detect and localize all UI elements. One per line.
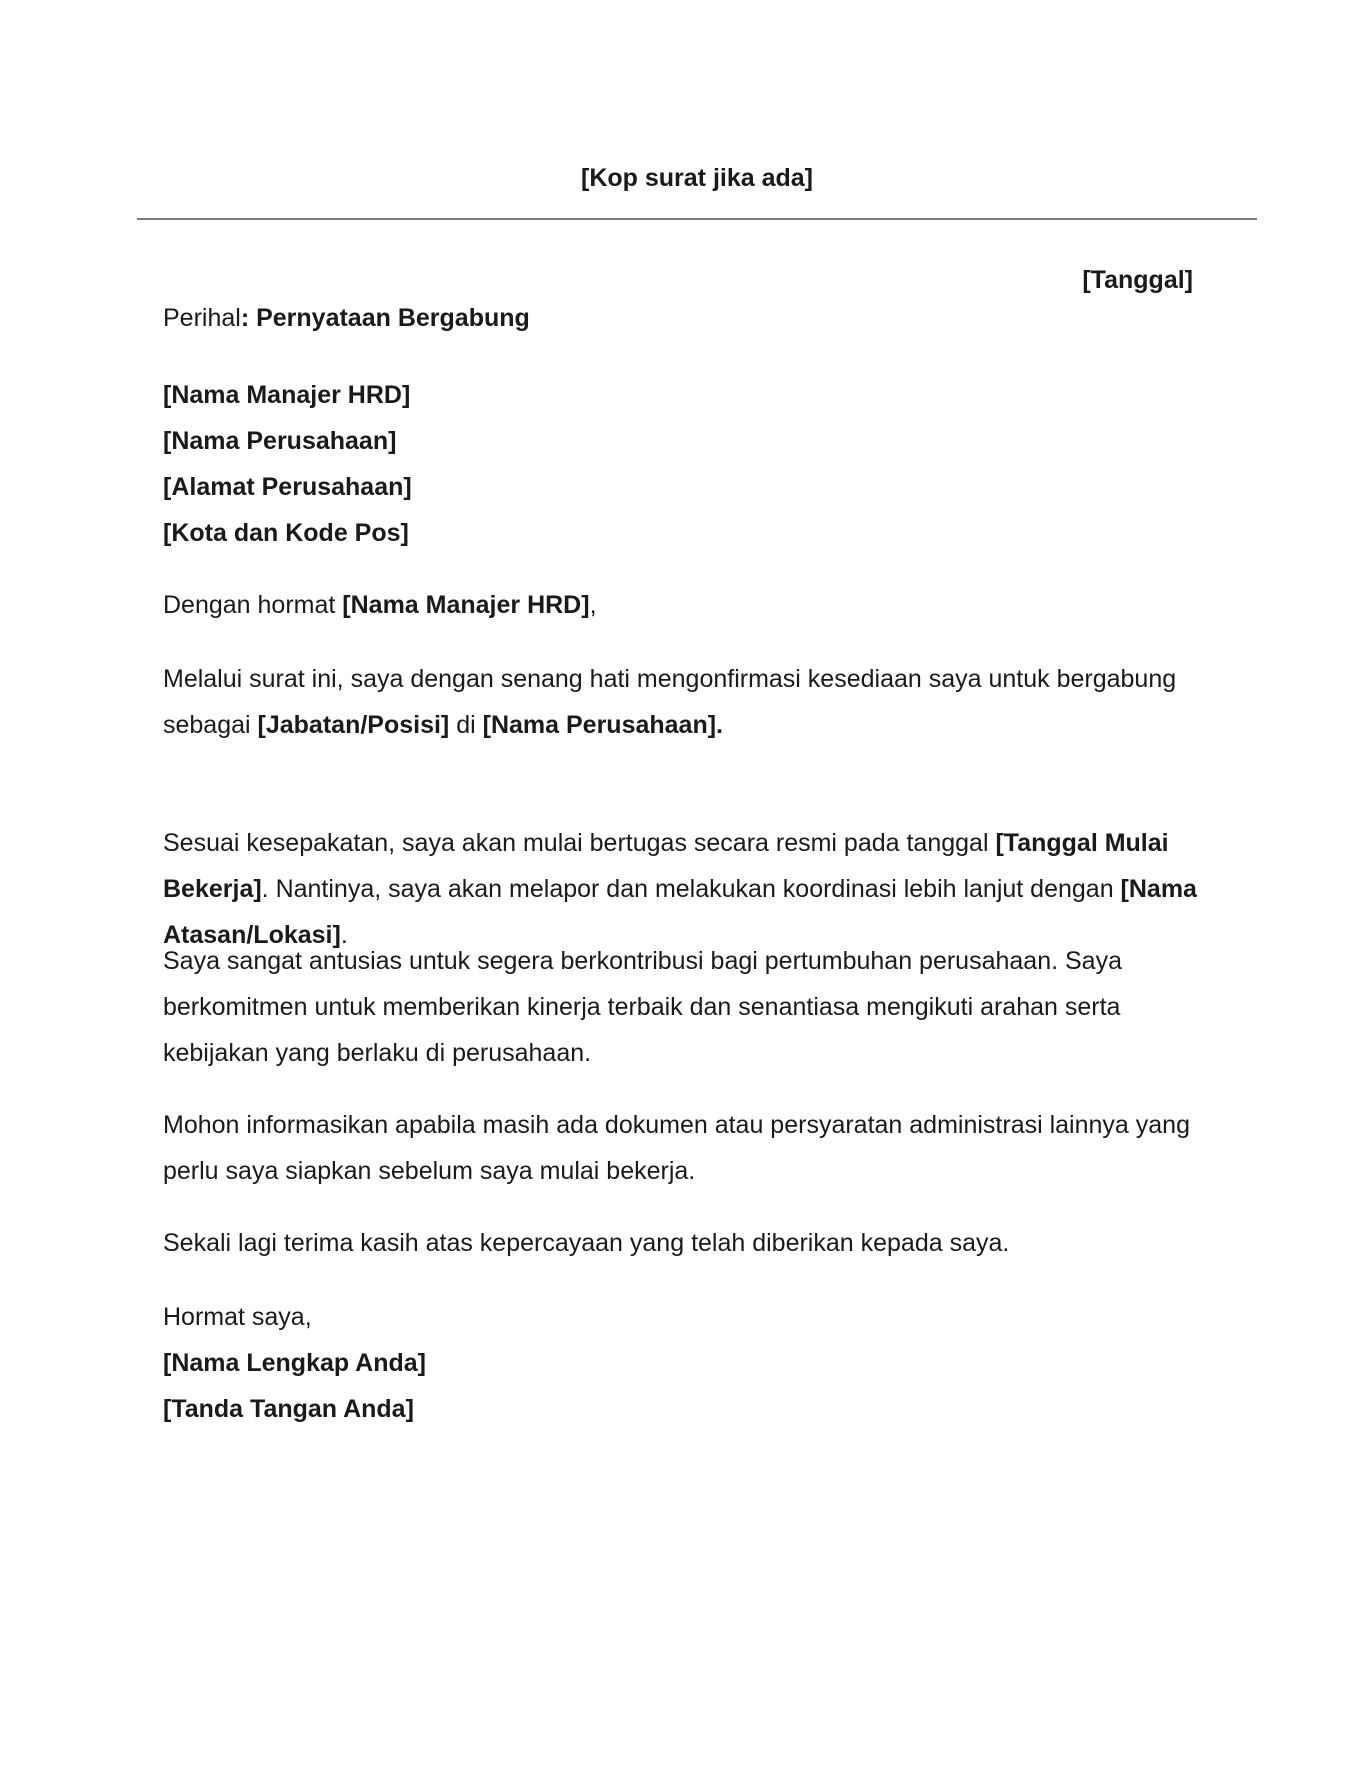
start-date-placeholder: [Tanggal Mulai Bekerja] — [163, 829, 1169, 903]
closing-salutation: Hormat saya, — [163, 1303, 312, 1331]
paragraph-confirmation — [163, 656, 1203, 748]
greeting-text: Dengan hormat — [163, 591, 343, 619]
greeting — [163, 582, 1203, 628]
recipient-company: [Nama Perusahaan] — [163, 427, 397, 455]
paragraph-text: Melalui surat ini, saya dengan senang hati mengonfirmasi kesediaan saya untuk bergabung sebagai — [163, 665, 1177, 739]
subject-value: : Pernyataan Bergabung — [240, 304, 530, 332]
paragraph-text: Sesuai kesepakatan, saya akan mulai bertugas secara resmi pada tanggal — [163, 829, 996, 857]
greeting-name: [Nama Manajer HRD] — [342, 591, 590, 619]
subject-label: Perihal — [163, 304, 241, 332]
company-placeholder: [Nama Perusahaan]. — [482, 711, 723, 739]
paragraph-thanks: Sekali lagi terima kasih atas kepercayaan yang telah diberikan kepada saya. — [163, 1229, 1010, 1257]
position-placeholder: [Jabatan/Posisi] — [257, 711, 450, 739]
sender-name: [Nama Lengkap Anda] — [163, 1349, 427, 1377]
supervisor-placeholder: [Nama Atasan/Lokasi] — [163, 875, 1197, 949]
recipient-manager: [Nama Manajer HRD] — [163, 381, 411, 409]
paragraph-text: di — [449, 711, 483, 739]
paragraph-documents: Mohon informasikan apabila masih ada dokumen atau persyaratan administrasi lainnya yang perlu saya siapkan sebelum saya mulai bekerja. — [163, 1111, 1190, 1185]
subject-line — [163, 295, 1203, 341]
letterhead: [Kop surat jika ada] — [581, 164, 813, 192]
paragraph-enthusiasm: Saya sangat antusias untuk segera berkontribusi bagi pertumbuhan perusahaan. Saya berkomitmen untuk memberikan kinerja terbaik dan senantiasa mengikuti arahan serta kebijakan yang berlaku di perusahaan. — [163, 947, 1122, 1067]
paragraph-text: . Nantinya, saya akan melapor dan melakukan koordinasi lebih lanjut dengan — [261, 875, 1121, 903]
recipient-block — [163, 372, 1203, 556]
closing-block — [163, 1294, 1203, 1432]
paragraph-text: . — [340, 921, 348, 949]
recipient-city: [Kota dan Kode Pos] — [163, 519, 409, 547]
sender-signature: [Tanda Tangan Anda] — [163, 1395, 414, 1423]
recipient-address: [Alamat Perusahaan] — [163, 473, 412, 501]
letterhead-divider — [137, 218, 1257, 220]
greeting-end: , — [589, 591, 597, 619]
letter-date: [Tanggal] — [1082, 266, 1193, 294]
